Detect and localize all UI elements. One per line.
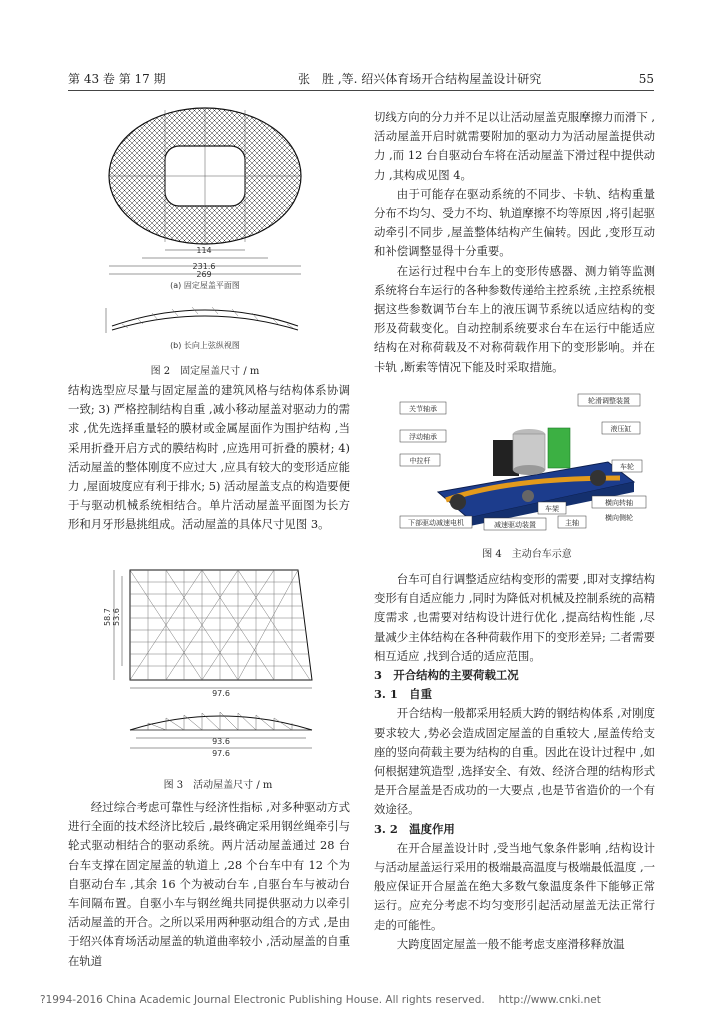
figure-3-dim-outer: 97.6 bbox=[212, 749, 230, 758]
figure-3 bbox=[100, 562, 336, 762]
left-paragraph-1: 结构选型应尽量与固定屋盖的建筑风格与结构体系协调一致; 3) 严格控制结构自重 ,减小移动屋盖对驱动力的需求 ,优先选择重量轻的膜材或金属屋面作为围护结构 ,当采用折叠开启方式的膜结构时 ,应选用可折叠的膜材; 4) 活动屋盖的整体刚度不应过大 ,应具有较大的变形适应能力 ,屋面坡度应有利于排水; 5) 活动屋盖支点的构造要便于与驱动机械系统相结合。单片活动屋盖平面图为长方形和月牙形悬挑组成。活动屋盖的具体尺寸见图 3。 bbox=[68, 383, 350, 532]
fig4-label-9: 车架 bbox=[545, 505, 559, 513]
figure-3-dim-inner: 93.6 bbox=[212, 737, 230, 746]
right-column-top bbox=[374, 108, 655, 377]
hydraulic-cylinder bbox=[513, 434, 545, 470]
section-3-heading: 3 开合结构的主要荷载工况 bbox=[374, 668, 519, 683]
fig4-label-11: 主轴 bbox=[565, 519, 579, 527]
article-title-header: 张 胜 ,等. 绍兴体育场开合结构屋盖设计研究 bbox=[298, 72, 542, 86]
figure-3-dim-bottom: 97.6 bbox=[212, 689, 230, 698]
figure-3-drawing bbox=[100, 562, 336, 762]
adjust-device bbox=[548, 428, 570, 468]
svg-text:269: 269 bbox=[196, 270, 212, 279]
right-column-bottom bbox=[374, 570, 655, 954]
right-paragraph-2: 由于可能存在驱动系统的不同步、卡轨、结构重量分布不均匀、受力不均、轨道摩擦不均等原因 ,将引起驱动牵引不同步 ,屋盖整体结构产生偏转。因此 ,变形互动和补偿调整显得十分重要。 bbox=[374, 186, 655, 259]
figure-4-drawing bbox=[398, 392, 656, 532]
right-paragraph-3: 在运行过程中台车上的变形传感器、测力销等监测系统将台车运行的各种参数传递给主控系统 ,主控系统根据这些参数调节台车上的液压调节系统以适应结构的变形及荷载变化。自动控制系统要求台车在运行中能适应结构在对称荷载及不对称荷载作用下的变形影响。并在卡轨 ,断索等情况下能及时采取措施。 bbox=[374, 263, 655, 374]
figure-4 bbox=[398, 392, 656, 532]
fig4-label-4: 轮滑调整装置 bbox=[588, 397, 630, 405]
section-3-1-heading: 3. 1 自重 bbox=[374, 687, 432, 702]
fig4-label-2: 中拉杆 bbox=[409, 457, 431, 465]
fig4-label-5: 液压缸 bbox=[610, 425, 632, 433]
header-rule bbox=[68, 90, 654, 91]
movable-roof-plan bbox=[130, 570, 312, 680]
fig4-label-3: 下部驱动减速电机 bbox=[408, 519, 464, 527]
fig4-label-1: 浮动轴承 bbox=[409, 433, 437, 441]
figure-4-caption: 图 4 主动台车示意 bbox=[482, 549, 572, 560]
wheel-1 bbox=[450, 494, 466, 510]
right-paragraph-4: 台车可自行调整适应结构变形的需要 ,即对支撑结构变形有自适应能力 ,同时为降低对机械及控制系统的高精度需求 ,也需要对结构设计进行优化 ,提高结构性能 ,尽量减少主体结构在各种荷载作用下的变形差异; 二者需要相互适应 ,找到合适的适应范围。 bbox=[374, 572, 655, 663]
figure-3-dim-left2: 53.6 bbox=[112, 608, 121, 626]
figure-2-drawing bbox=[92, 98, 318, 360]
figure-3-dim-left: 58.7 bbox=[103, 608, 112, 626]
section-3-2-heading: 3. 2 温度作用 bbox=[374, 821, 455, 836]
right-paragraph-6: 在开合屋盖设计时 ,受当地气象条件影响 ,结构设计与活动屋盖运行采用的极端最高温度与极端最低温度 ,一般应保证开合屋盖在绝大多数气象温度条件下能够正常运行。应充分考虑不均匀变形引起活动屋盖无法正常行走的可能性。 bbox=[374, 840, 655, 932]
left-paragraph-2: 经过综合考虑可靠性与经济性指标 ,对多种驱动方式进行全面的技术经济比较后 ,最终确定采用钢丝绳牵引与轮式驱动相结合的驱动系统。两片活动屋盖通过 28 台台车支撑在固定屋盖的轨道上 ,28 个台车中有 12 个为自驱动台车 ,其余 16 个为被动台车 ,自驱台车与被动台车间隔布置。自驱小车与钢丝绳共同提供驱动力以牵引活动屋盖的开合。之所以采用两种驱动组合的方式 ,是由于绍兴体育场活动屋盖的轨道曲率较小 ,活动屋盖的自重在轨道 bbox=[68, 800, 350, 968]
figure-2 bbox=[92, 98, 318, 360]
svg-text:114: 114 bbox=[196, 246, 212, 255]
fig4-label-10: 减速驱动装置 bbox=[494, 521, 536, 529]
left-column-top bbox=[68, 381, 350, 535]
fig4-label-8: 横向侧轮 bbox=[605, 514, 633, 522]
figure-2a-label: (a) 固定屋盖平面图 bbox=[170, 281, 240, 290]
left-column-bottom bbox=[68, 798, 350, 971]
svg-text:231.6: 231.6 bbox=[192, 262, 216, 271]
wheel-2 bbox=[590, 470, 606, 486]
fig4-label-7: 横向转轴 bbox=[605, 499, 633, 507]
figure-2b-label: (b) 长向上弦纵视图 bbox=[170, 341, 240, 350]
right-paragraph-7: 大跨度固定屋盖一般不能考虑支座滑移释放温 bbox=[396, 936, 625, 951]
roof-side-arc bbox=[112, 310, 298, 326]
right-paragraph-5: 开合结构一般都采用轻质大跨的钢结构体系 ,对刚度要求较大 ,势必会造成固定屋盖的自重较大 ,屋盖传给支座的竖向荷载主要为结构的自重。因此在设计过程中 ,如何根据建筑造型 ,选择安全、有效、经济合理的结构形式是开合屋盖是否成功的一大要点 ,也是节省造价的一个有效途径。 bbox=[374, 706, 655, 817]
movable-roof-truss bbox=[130, 716, 312, 730]
page-number: 55 bbox=[638, 72, 654, 86]
right-paragraph-1: 切线方向的分力并不足以让活动屋盖克服摩擦力而滑下 ,活动屋盖开启时就需要附加的驱动力为活动屋盖提供动力 ,而 12 台自驱动台车将在活动屋盖下滑过程中提供动力 ,其构成见图 4。 bbox=[374, 110, 655, 182]
fig4-label-0: 关节轴承 bbox=[409, 405, 437, 413]
running-header bbox=[68, 66, 654, 88]
figure-2-caption: 图 2 固定屋盖尺寸 / m bbox=[150, 366, 260, 377]
journal-volume: 第 43 卷 第 17 期 bbox=[68, 72, 166, 86]
fig4-label-6: 车轮 bbox=[620, 463, 634, 471]
copyright-footer: ?1994-2016 China Academic Journal Electronic Publishing House. All rights reserved. http://www.cnki.net bbox=[40, 994, 601, 1006]
figure-3-caption: 图 3 活动屋盖尺寸 / m bbox=[163, 780, 273, 791]
